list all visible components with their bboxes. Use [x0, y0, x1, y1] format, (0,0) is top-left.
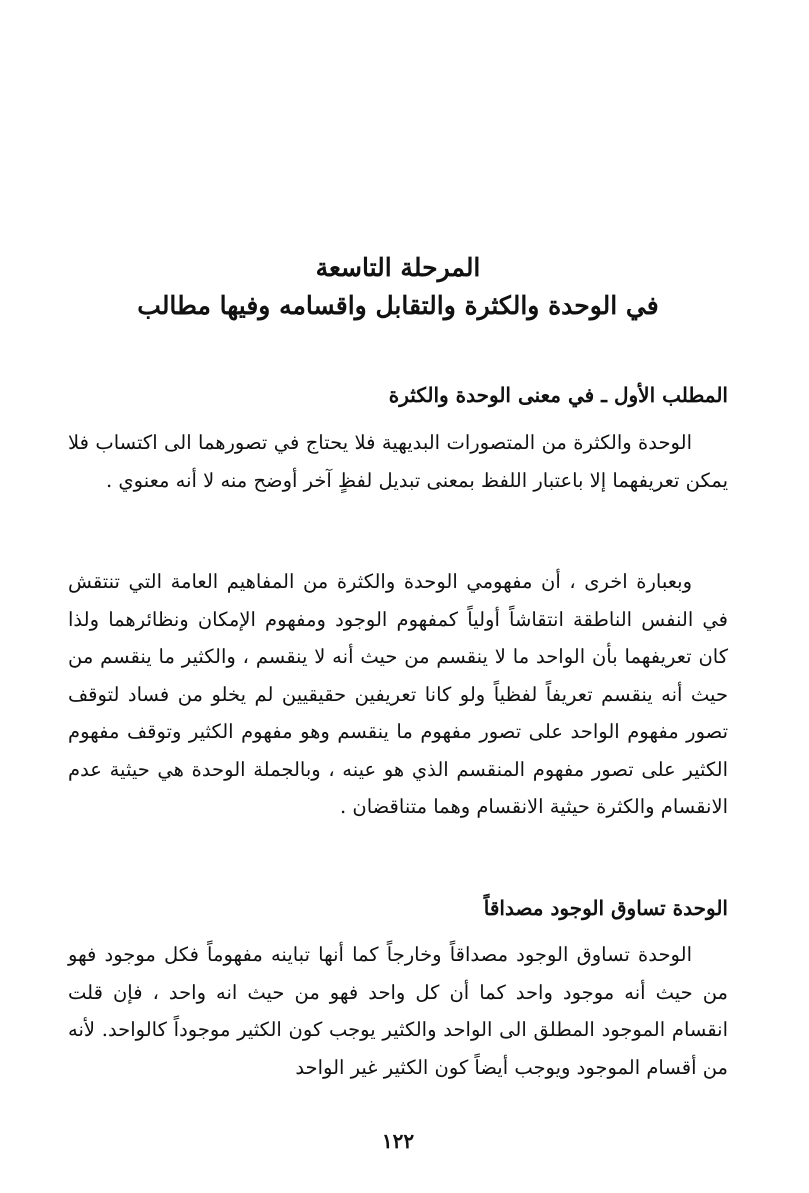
chapter-title: المرحلة التاسعة	[315, 253, 481, 282]
chapter-subtitle: في الوحدة والكثرة والتقابل واقسامه وفيها مطالب	[137, 291, 659, 320]
page-number: ١٢٢	[381, 1129, 415, 1153]
paragraph-other-expression: وبعبارة اخرى ، أن مفهومي الوحدة والكثرة من المفاهيم العامة التي تنتقش في النفس الناطقة انتقاشاً أولياً كمفهوم الوجود ومفهوم الإمكان ونظائرهما ولذا كان تعريفهما بأن الواحد ما لا ينقسم من حيث أنه لا ينقسم ، والكثير ما ينقسم من حيث أنه ينقسم تعريفاً لفظياً ولو كانا تعريفين حقيقيين لم يخلو من فساد لتوقف تصور مفهوم الواحد على تصور مفهوم ما ينقسم وهو مفهوم الكثير وتوقف مفهوم الكثير على تصور مفهوم المنقسم الذي هو عينه ، وبالجملة الوحدة هي حيثية عدم الانقسام والكثرة حيثية الانقسام وهما متناقضان .	[68, 570, 728, 818]
section-heading-meaning: المطلب الأول ـ في معنى الوحدة والكثرة	[388, 383, 728, 407]
paragraph-equivalence: الوحدة تساوق الوجود مصداقاً وخارجاً كما أنها تباينه مفهوماً فكل موجود فهو من حيث أنه موجود واحد كما أن كل واحد فهو من حيث انه واحد ، فإن قلت انقسام الموجود المطلق الى الواحد والكثير يوجب كون الكثير موجوداً كالواحد. لأنه من أقسام الموجود ويوجب أيضاً كون الكثير غير الواحد	[68, 943, 728, 1079]
section-heading-equivalence: الوحدة تساوق الوجود مصداقاً	[483, 896, 728, 920]
paragraph-definition: الوحدة والكثرة من المتصورات البديهية فلا يحتاج في تصورهما الى اكتساب فلا يمكن تعريفهما إلا باعتبار اللفظ بمعنى تبديل لفظٍ آخر أوضح منه لا أنه معنوي .	[68, 431, 728, 492]
book-page	[68, 0, 728, 1193]
